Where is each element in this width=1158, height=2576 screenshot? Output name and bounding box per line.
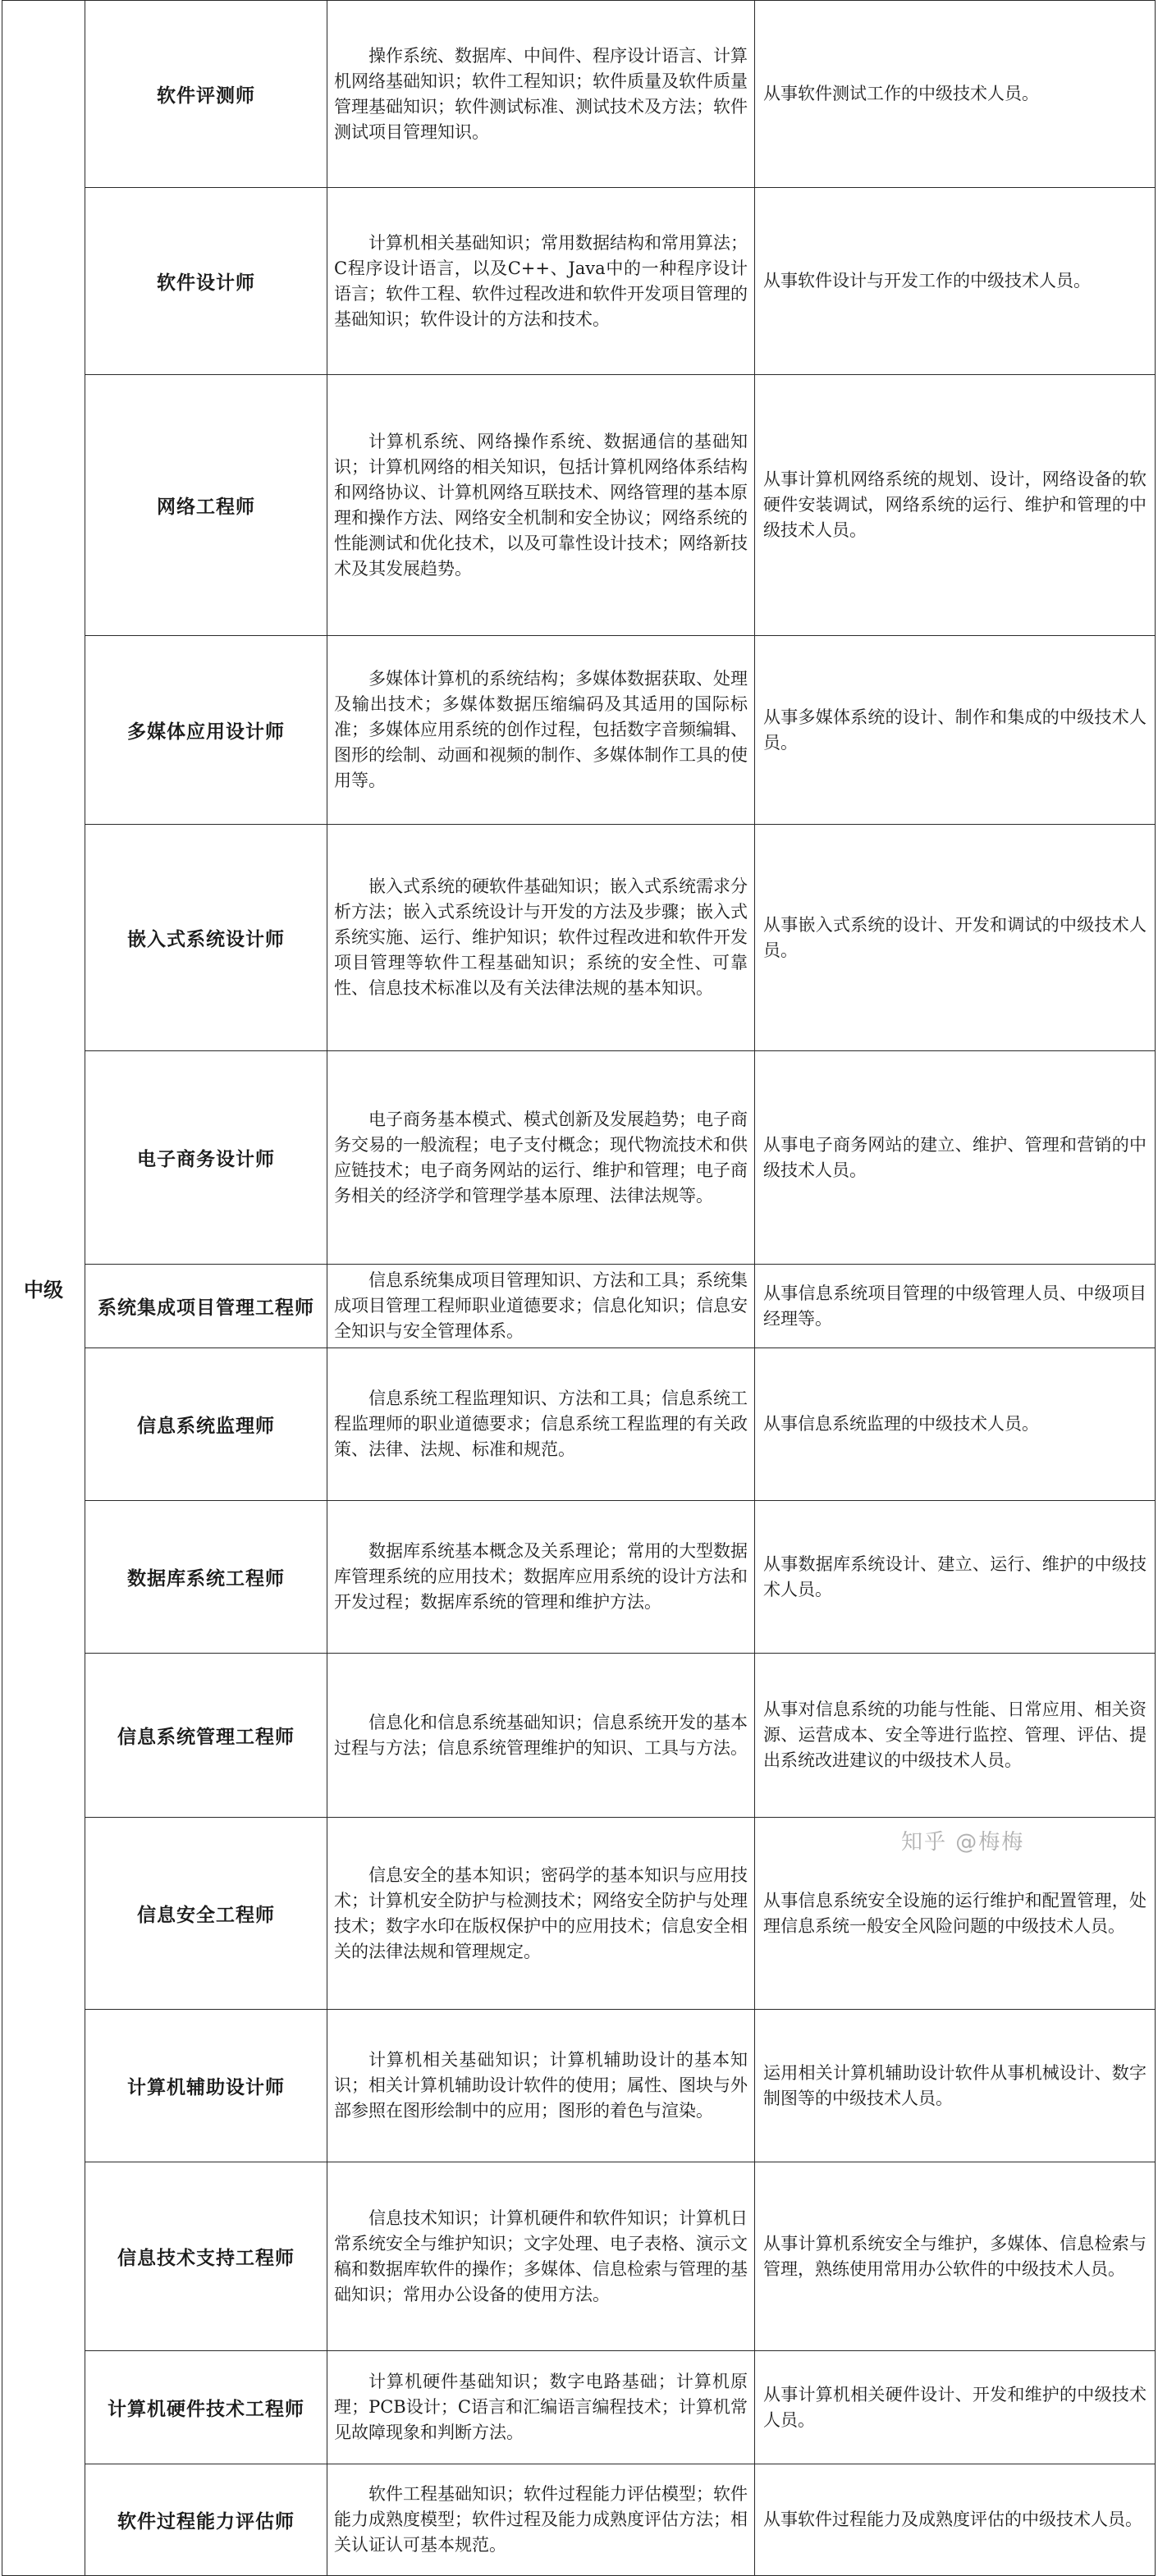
exam-title-cell: 计算机辅助设计师 [85,2010,327,2162]
table-row [2,2010,1156,2162]
exam-title-cell: 数据库系统工程师 [85,1501,327,1654]
exam-description-cell: 从事计算机相关硬件设计、开发和维护的中级技术人员。 [755,2351,1156,2464]
exam-description-cell: 从事信息系统监理的中级技术人员。 [755,1348,1156,1501]
exam-description-cell: 从事信息系统安全设施的运行维护和配置管理，处理信息系统一般安全风险问题的中级技术人员。 [755,1818,1156,2010]
level-cell: 中级 [2,1,85,2576]
exam-content-cell: 多媒体计算机的系统结构；多媒体数据获取、处理及输出技术；多媒体数据压缩编码及其适用的国际标准；多媒体应用系统的创作过程，包括数字音频编辑、图形的绘制、动画和视频的制作、多媒体制作工具的使用等。 [327,636,755,825]
exam-content-cell: 软件工程基础知识；软件过程能力评估模型；软件能力成熟度模型；软件过程及能力成熟度评估方法；相关认证认可基本规范。 [327,2464,755,2576]
table-row [2,1818,1156,2010]
table-row [2,2351,1156,2464]
exam-content-cell: 嵌入式系统的硬软件基础知识；嵌入式系统需求分析方法；嵌入式系统设计与开发的方法及步骤；嵌入式系统实施、运行、维护知识；软件过程改进和软件开发项目管理等软件工程基础知识；系统的安全性、可靠性、信息技术标准以及有关法律法规的基本知识。 [327,825,755,1051]
table-row [2,1654,1156,1818]
table-row [2,1265,1156,1348]
exam-description-cell: 从事数据库系统设计、建立、运行、维护的中级技术人员。 [755,1501,1156,1654]
exam-description-cell: 从事软件测试工作的中级技术人员。 [755,1,1156,188]
exam-content-cell: 信息技术知识；计算机硬件和软件知识；计算机日常系统安全与维护知识；文字处理、电子表格、演示文稿和数据库软件的操作；多媒体、信息检索与管理的基础知识；常用办公设备的使用方法。 [327,2162,755,2351]
exam-content-cell: 电子商务基本模式、模式创新及发展趋势；电子商务交易的一般流程；电子支付概念；现代物流技术和供应链技术；电子商务网站的运行、维护和管理；电子商务相关的经济学和管理学基本原理、法律法规等。 [327,1051,755,1265]
exam-content-cell: 信息系统集成项目管理知识、方法和工具；系统集成项目管理工程师职业道德要求；信息化知识；信息安全知识与安全管理体系。 [327,1265,755,1348]
exam-description-cell: 运用相关计算机辅助设计软件从事机械设计、数字制图等的中级技术人员。 [755,2010,1156,2162]
table-body [2,1,1156,2576]
exam-title-cell: 网络工程师 [85,375,327,636]
exam-content-cell: 信息系统工程监理知识、方法和工具；信息系统工程监理师的职业道德要求；信息系统工程监理的有关政策、法律、法规、标准和规范。 [327,1348,755,1501]
table-row [2,1348,1156,1501]
exam-title-cell: 信息技术支持工程师 [85,2162,327,2351]
table-row [2,825,1156,1051]
exam-description-cell: 从事多媒体系统的设计、制作和集成的中级技术人员。 [755,636,1156,825]
exam-content-cell: 操作系统、数据库、中间件、程序设计语言、计算机网络基础知识；软件工程知识；软件质量及软件质量管理基础知识；软件测试标准、测试技术及方法；软件测试项目管理知识。 [327,1,755,188]
table-row [2,2162,1156,2351]
table-row [2,1501,1156,1654]
exam-content-cell: 计算机相关基础知识；计算机辅助设计的基本知识；相关计算机辅助设计软件的使用；属性、图块与外部参照在图形绘制中的应用；图形的着色与渲染。 [327,2010,755,2162]
exam-title-cell: 系统集成项目管理工程师 [85,1265,327,1348]
exam-title-cell: 信息系统监理师 [85,1348,327,1501]
exam-description-cell: 从事信息系统项目管理的中级管理人员、中级项目经理等。 [755,1265,1156,1348]
table-row [2,375,1156,636]
exam-description-cell: 从事对信息系统的功能与性能、日常应用、相关资源、运营成本、安全等进行监控、管理、评估、提出系统改进建议的中级技术人员。 [755,1654,1156,1818]
zhihu-watermark: 知乎 @梅梅 [901,1830,1025,1855]
exam-description-cell: 从事电子商务网站的建立、维护、管理和营销的中级技术人员。 [755,1051,1156,1265]
exam-content-cell: 数据库系统基本概念及关系理论；常用的大型数据库管理系统的应用技术；数据库应用系统的设计方法和开发过程；数据库系统的管理和维护方法。 [327,1501,755,1654]
exam-content-cell: 信息安全的基本知识；密码学的基本知识与应用技术；计算机安全防护与检测技术；网络安全防护与处理技术；数字水印在版权保护中的应用技术；信息安全相关的法律法规和管理规定。 [327,1818,755,2010]
exam-content-cell: 计算机相关基础知识；常用数据结构和常用算法；C程序设计语言，以及C++、Java中的一种程序设计语言；软件工程、软件过程改进和软件开发项目管理的基础知识；软件设计的方法和技术。 [327,188,755,375]
exam-description-cell: 从事嵌入式系统的设计、开发和调试的中级技术人员。 [755,825,1156,1051]
exam-title-cell: 多媒体应用设计师 [85,636,327,825]
exam-content-cell: 计算机系统、网络操作系统、数据通信的基础知识；计算机网络的相关知识，包括计算机网络体系结构和网络协议、计算机网络互联技术、网络管理的基本原理和操作方法、网络安全机制和安全协议；网络系统的性能测试和优化技术，以及可靠性设计技术；网络新技术及其发展趋势。 [327,375,755,636]
exam-title-cell: 信息系统管理工程师 [85,1654,327,1818]
exam-content-cell: 信息化和信息系统基础知识；信息系统开发的基本过程与方法；信息系统管理维护的知识、工具与方法。 [327,1654,755,1818]
exam-description-cell: 从事软件设计与开发工作的中级技术人员。 [755,188,1156,375]
table-row [2,2464,1156,2576]
table-row [2,1051,1156,1265]
table-row [2,636,1156,825]
exam-description-cell: 从事计算机系统安全与维护，多媒体、信息检索与管理，熟练使用常用办公软件的中级技术人员。 [755,2162,1156,2351]
exam-content-cell: 计算机硬件基础知识；数字电路基础；计算机原理；PCB设计；C语言和汇编语言编程技术；计算机常见故障现象和判断方法。 [327,2351,755,2464]
exam-title-cell: 软件评测师 [85,1,327,188]
exam-title-cell: 计算机硬件技术工程师 [85,2351,327,2464]
exam-description-cell: 从事软件过程能力及成熟度评估的中级技术人员。 [755,2464,1156,2576]
table-row [2,1,1156,188]
exam-subjects-table [2,0,1156,2576]
exam-title-cell: 信息安全工程师 [85,1818,327,2010]
table-row [2,188,1156,375]
exam-title-cell: 软件设计师 [85,188,327,375]
exam-description-cell: 从事计算机网络系统的规划、设计，网络设备的软硬件安装调试，网络系统的运行、维护和管理的中级技术人员。 [755,375,1156,636]
exam-title-cell: 电子商务设计师 [85,1051,327,1265]
exam-title-cell: 软件过程能力评估师 [85,2464,327,2576]
exam-title-cell: 嵌入式系统设计师 [85,825,327,1051]
